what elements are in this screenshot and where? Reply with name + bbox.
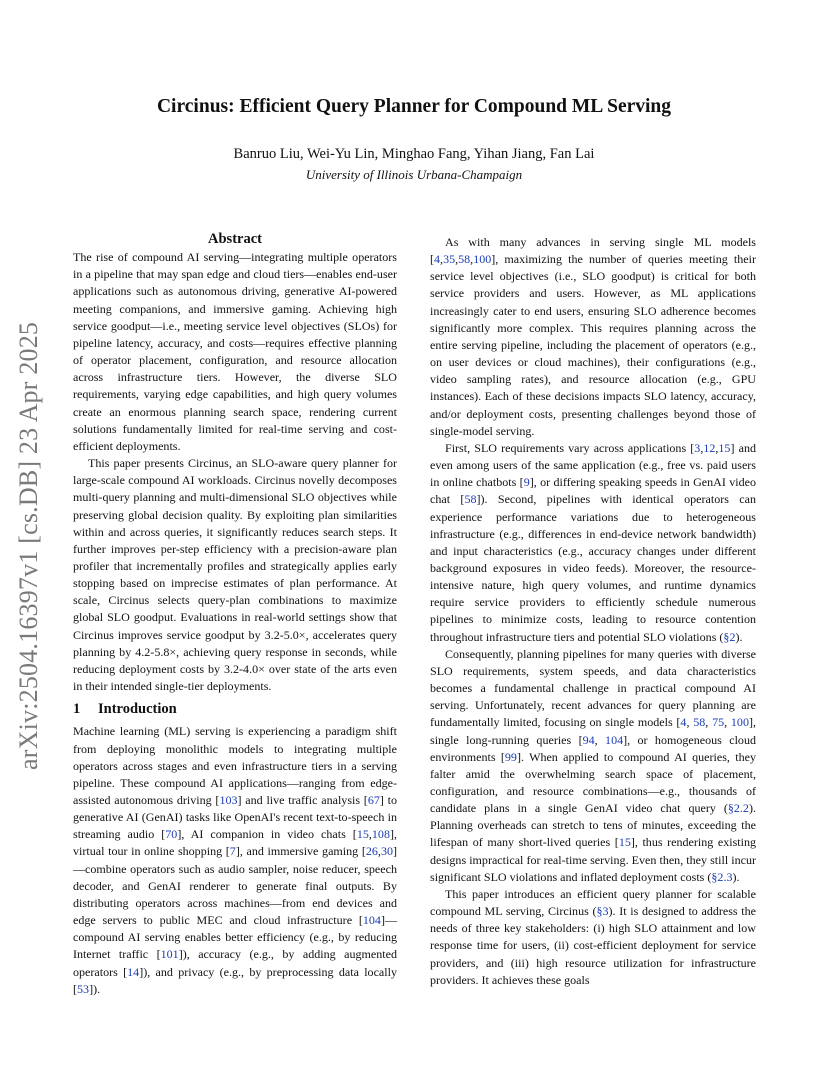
body-paragraph: First, SLO requirements vary across applications [3,12,15] and even among users of the same application (e.g., free vs. paid users in online chatbots [9], or differing speaking speeds in GenAI video chat [58]). Second, pipelines with identical operators can experience performance variations due to heterogeneous infrastructure (e.g., differences in end-device network bandwidth) and input characteristics (e.g., accuracy changes under different background exposures in video feeds). Moreover, the resource-intensive nature, high query volumes, and runtime dynamics require service providers to efficiently schedule numerous pipelines to minimize costs, leading to resource contention throughout infrastructure tiers and potential SLO violations (§2). — [430, 440, 757, 644]
citation-link[interactable]: 30 — [380, 844, 393, 859]
citation-link[interactable]: 103 — [219, 793, 238, 807]
arxiv-identifier-stamp: arXiv:2504.16397v1 [cs.DB] 23 Apr 2025 — [14, 321, 43, 770]
author-list: Banruo Liu, Wei-Yu Lin, Minghao Fang, Yihan Jiang, Fan Lai — [233, 146, 595, 162]
citation-link[interactable]: §2 — [723, 629, 736, 644]
citation-link[interactable]: 15 — [618, 835, 631, 850]
section-title: Introduction — [98, 701, 177, 718]
abstract-paragraph: This paper presents Circinus, an SLO-aware query planner for large-scale compound AI workloads. Circinus novelly decomposes multi-query planning and multi-dimensional SLO objectives while preserving global decision quality. By exploiting plan similarities within and across queries, it significantly reduces search steps. It further improves per-step efficiency with a precision-aware plan profiler that incrementally profiles and strategically applies early stopping based on imprecise estimates of plan performance. At scale, Circinus selects query-plan combinations to maximize global SLO goodput. Evaluations in real-world settings show that Circinus improves service goodput by 3.2-5.0×, accelerates query planning by 4.2-5.8×, achieving query response in seconds, while reducing deployment costs by 3.2-4.0× over state of the arts even in their intended single-tier deployments. — [73, 456, 397, 694]
citation-link[interactable]: 100 — [473, 252, 492, 267]
citation-link[interactable]: 101 — [160, 947, 179, 962]
citation-link[interactable]: 4 — [434, 252, 441, 267]
citation-link[interactable]: 94 — [582, 732, 595, 747]
citation-link[interactable]: §2.3 — [711, 869, 733, 884]
citation-link[interactable]: 75 — [712, 715, 725, 730]
citation-link[interactable]: 12 — [703, 440, 716, 455]
citation-link[interactable]: 15 — [718, 440, 731, 455]
citation-link[interactable]: 58 — [464, 492, 477, 507]
body-paragraph: This paper introduces an efficient query planner for scalable compound ML serving, Circinus (§3). It is designed to address the needs of three key stakeholders: (i) high SLO attainment and low response time for users, (ii) cost-efficient deployment for service providers, and (iii) high resource utilization for infrastructure providers. It achieves these goals — [430, 886, 757, 987]
citation-link[interactable]: 70 — [165, 827, 178, 842]
citation-link[interactable]: 14 — [127, 964, 140, 979]
section-number: 1 — [73, 701, 81, 718]
citation-link[interactable]: 35 — [443, 252, 456, 267]
left-column — [73, 231, 397, 998]
citation-link[interactable]: 3 — [694, 440, 701, 455]
citation-link[interactable]: §2.2 — [727, 801, 749, 816]
citation-link[interactable]: 15 — [356, 827, 369, 842]
body-paragraph: Machine learning (ML) serving is experiencing a paradigm shift from deploying monolithic models to integrating multiple operators across stages and even infrastructure tiers in a serving pipeline. These compound AI applications—ranging from edge-assisted autonomous driving [103] and live traffic analysis [67] to generative AI (GenAI) tasks like OpenAI's recent text-to-speech in streaming audio [70], AI companion in video chats [15,108], virtual tour in online shopping [7], and immersive gaming [26,30]—combine operators such as audio sampler, noise reducer, speech decoder, and GenAI renderer to generate final outputs. By distributing operators across machines—from end devices and edge servers to public MEC and cloud infrastructure [104]—compound AI serving enables better efficiency (e.g., by reducing Internet traffic [101]), accuracy (e.g., by adding augmented operators [14]), and privacy (e.g., by preprocessing data locally [53]). — [73, 724, 397, 996]
citation-link[interactable]: 100 — [730, 715, 749, 730]
body-paragraph: Consequently, planning pipelines for many queries with diverse SLO requirements, system speeds, and data characteristics becomes a fundamental challenge in practical compound AI serving. Unfortunately, recent advances for query planning are fundamentally limited, focusing on single models [4, 58, 75, 100], single long-running queries [94, 104], or homogeneous cloud environments [99]. When applied to compound AI queries, they falter amid the overwhelming search space of placement, configuration, and resource combinations—e.g., thousands of candidate plans in a single GenAI video chat query (§2.2). Planning overheads can stretch to tens of minutes, exceeding the lifespan of many short-lived queries [15], thus rendering existing designs impractical for real-time serving. Even then, they still incur significant SLO violations and inflated deployment costs (§2.3). — [430, 646, 756, 884]
citation-link[interactable]: 4 — [680, 715, 687, 730]
abstract-paragraph: The rise of compound AI serving—integrating multiple operators in a pipeline that may span edge and cloud tiers—enables end-user applications such as autonomous driving, generative AI-powered meeting companions, and immersive gaming. Achieving high service goodput—i.e., meeting service level objectives (SLOs) for pipeline latency, accuracy, and costs—requires effective planning of operator placement, configuration, and resource allocation across infrastructure tiers. However, the diverse SLO requirements, varying edge capabilities, and high query volumes create an enormous planning search space, rendering current solutions fundamentally limited for real-time serving and cost-efficient deployments. — [73, 250, 397, 453]
citation-link[interactable]: §3 — [596, 904, 609, 919]
right-column — [430, 234, 756, 989]
citation-link[interactable]: 58 — [458, 252, 471, 267]
section-heading-introduction — [73, 701, 397, 718]
citation-link[interactable]: 53 — [77, 981, 90, 996]
citation-link[interactable]: 104 — [605, 732, 624, 747]
paper-title: Circinus: Efficient Query Planner for Compound ML Serving — [156, 96, 672, 117]
author-affiliation: University of Illinois Urbana-Champaign — [305, 167, 523, 182]
citation-link[interactable]: 99 — [504, 749, 517, 764]
citation-link[interactable]: 26 — [365, 844, 378, 859]
citation-link[interactable]: 67 — [367, 793, 380, 807]
citation-link[interactable]: 108 — [371, 827, 390, 842]
citation-link[interactable]: 58 — [693, 715, 706, 730]
citation-link[interactable]: 104 — [362, 913, 381, 928]
citation-link[interactable]: 7 — [229, 844, 236, 859]
body-paragraph: As with many advances in serving single ML models [4,35,58,100], maximizing the number of queries meeting their service level objectives (i.e., SLO goodput) is critical for both service providers and users. However, as ML applications increasingly cater to end users, ensuring SLO adherence becomes significantly more complex. This requires planning across the entire serving pipeline, including the placement of operators (e.g., on user devices or cloud machines), their configurations (e.g., video sampling rates), and resource allocation (e.g., GPU instances). Each of these decisions impacts SLO latency, accuracy, and/or deployment costs, presenting challenges beyond those of single-model serving. — [430, 235, 756, 438]
citation-link[interactable]: 9 — [523, 475, 530, 490]
abstract-heading: Abstract — [208, 231, 262, 247]
